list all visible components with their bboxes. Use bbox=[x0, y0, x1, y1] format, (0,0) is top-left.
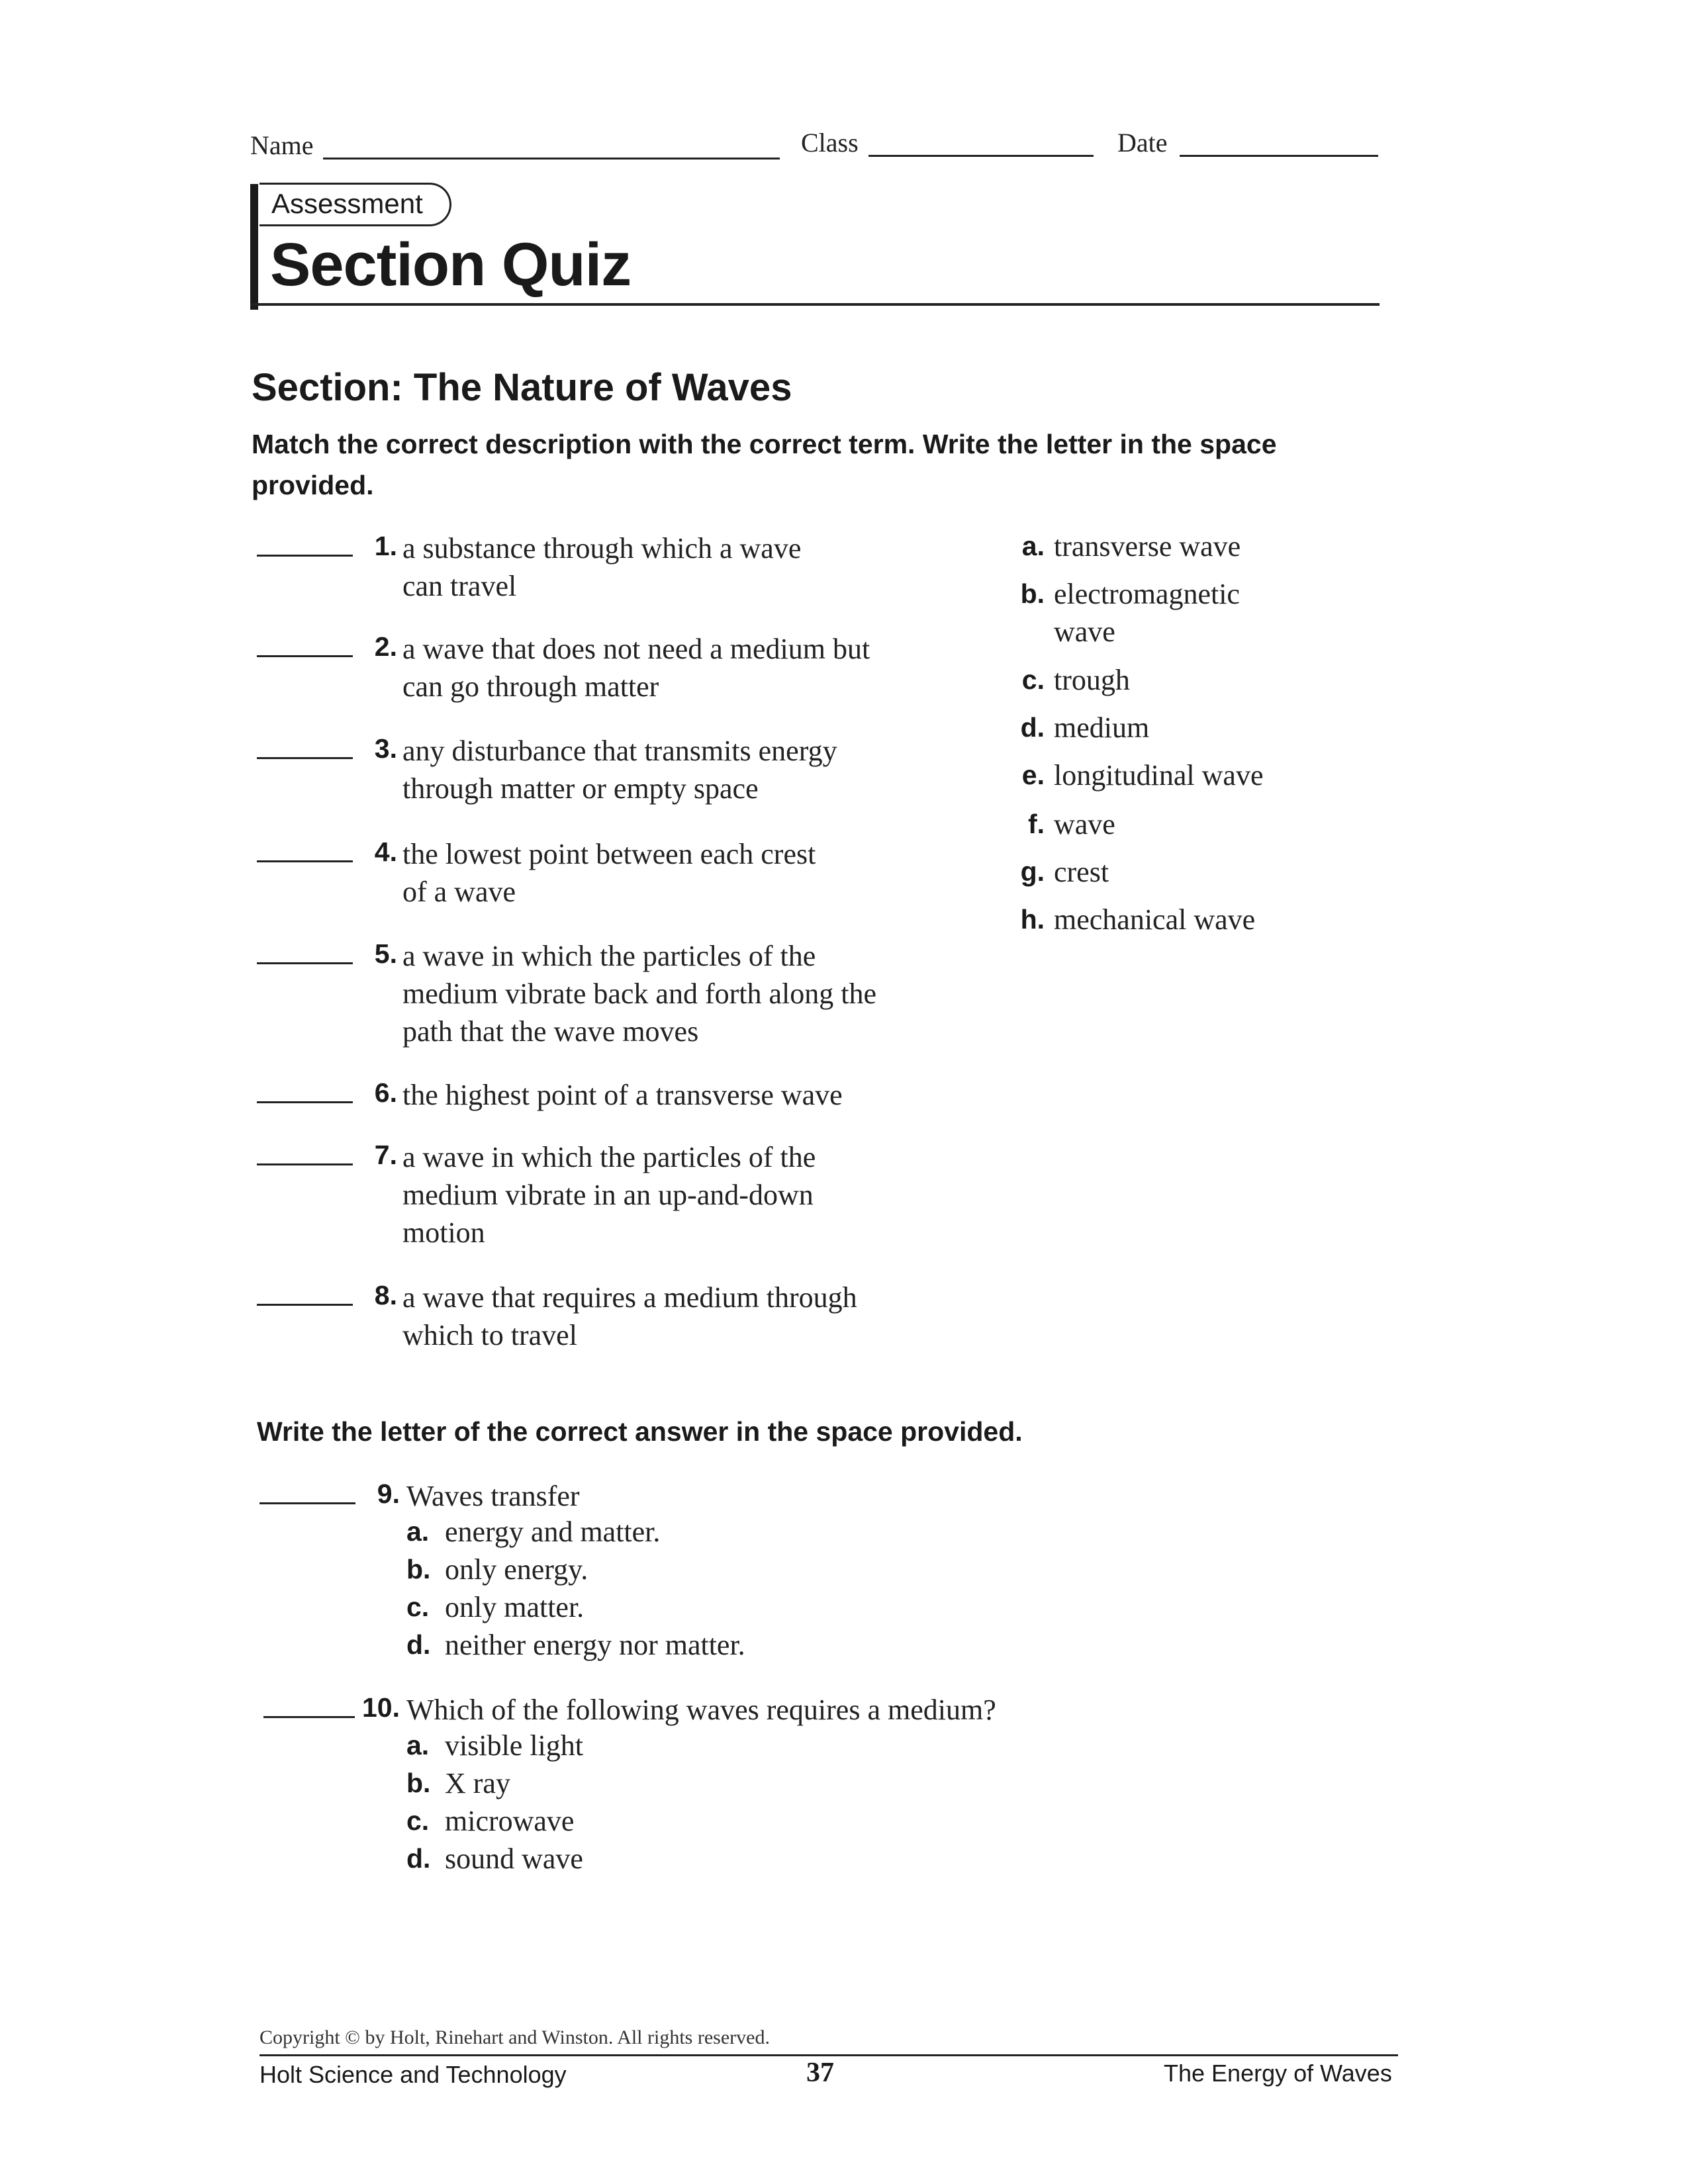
question-text: a wave that does not need a medium but bbox=[402, 633, 870, 665]
title-divider bbox=[250, 303, 1380, 306]
name-field[interactable] bbox=[323, 158, 780, 159]
page-number: 37 bbox=[806, 2058, 834, 2088]
question-number: 2. bbox=[374, 631, 397, 662]
term-letter: g. bbox=[1020, 856, 1045, 887]
term-text: medium bbox=[1054, 711, 1150, 744]
assessment-tab: Assessment bbox=[259, 183, 451, 226]
section-title: Section: The Nature of Waves bbox=[252, 366, 792, 409]
option-letter: c. bbox=[406, 1592, 430, 1622]
assessment-bar bbox=[250, 184, 258, 310]
question-stem: Which of the following waves requires a medium? bbox=[406, 1694, 996, 1726]
question-number: 10. bbox=[362, 1692, 400, 1723]
option-letter: c. bbox=[406, 1805, 430, 1836]
option-text: only matter. bbox=[445, 1591, 585, 1623]
term-letter: c. bbox=[1021, 664, 1045, 695]
page-title: Section Quiz bbox=[270, 231, 632, 298]
option-letter: b. bbox=[406, 1554, 431, 1584]
question-text: a wave in which the particles of the bbox=[402, 1141, 816, 1173]
question-text: medium vibrate in an up-and-down bbox=[402, 1179, 814, 1211]
term-letter: e. bbox=[1021, 760, 1045, 790]
question-number: 7. bbox=[374, 1140, 397, 1170]
question-text: which to travel bbox=[402, 1319, 577, 1351]
question-text: the lowest point between each crest bbox=[402, 838, 816, 870]
date-label: Date bbox=[1117, 128, 1168, 158]
term-text: transverse wave bbox=[1054, 530, 1241, 563]
date-field[interactable] bbox=[1180, 155, 1378, 157]
option-letter: b. bbox=[406, 1768, 431, 1798]
option-text: visible light bbox=[445, 1729, 583, 1762]
name-label: Name bbox=[250, 130, 314, 160]
term-text: wave bbox=[1054, 808, 1115, 841]
question-text: any disturbance that transmits energy bbox=[402, 735, 837, 767]
footer-chapter-title: The Energy of Waves bbox=[1164, 2060, 1392, 2087]
mc-instructions: Write the letter of the correct answer in the space provided. bbox=[257, 1416, 1023, 1447]
question-number: 1. bbox=[374, 531, 397, 561]
question-text: of a wave bbox=[402, 876, 516, 908]
term-text: crest bbox=[1054, 856, 1109, 888]
term-letter: f. bbox=[1027, 809, 1045, 839]
question-text: medium vibrate back and forth along the bbox=[402, 978, 876, 1010]
question-text: a substance through which a wave bbox=[402, 532, 802, 565]
option-letter: a. bbox=[406, 1730, 430, 1760]
question-number: 6. bbox=[374, 1077, 397, 1108]
question-number: 5. bbox=[374, 938, 397, 969]
question-text: can travel bbox=[402, 570, 517, 602]
question-text: can go through matter bbox=[402, 670, 659, 703]
option-text: neither energy nor matter. bbox=[445, 1629, 745, 1661]
term-text: electromagnetic bbox=[1054, 578, 1240, 610]
option-letter: d. bbox=[406, 1843, 431, 1874]
footer-divider bbox=[259, 2054, 1398, 2056]
class-label: Class bbox=[801, 128, 859, 158]
question-number: 9. bbox=[377, 1479, 400, 1509]
footer-book-title: Holt Science and Technology bbox=[259, 2061, 567, 2088]
option-text: energy and matter. bbox=[445, 1516, 661, 1548]
question-number: 4. bbox=[374, 837, 397, 867]
term-text: trough bbox=[1054, 664, 1130, 696]
question-number: 3. bbox=[374, 733, 397, 764]
question-stem: Waves transfer bbox=[406, 1480, 580, 1512]
term-letter: d. bbox=[1020, 712, 1045, 743]
question-text: a wave in which the particles of the bbox=[402, 940, 816, 972]
question-text: through matter or empty space bbox=[402, 772, 759, 805]
option-text: microwave bbox=[445, 1805, 575, 1837]
question-number: 8. bbox=[374, 1280, 397, 1310]
term-letter: b. bbox=[1020, 578, 1045, 609]
matching-instructions-line1: Match the correct description with the correct term. Write the letter in the space bbox=[252, 429, 1277, 459]
term-text: mechanical wave bbox=[1054, 903, 1256, 936]
term-letter: a. bbox=[1021, 531, 1045, 561]
term-text: wave bbox=[1054, 615, 1115, 648]
option-text: sound wave bbox=[445, 1843, 583, 1875]
term-letter: h. bbox=[1020, 904, 1045, 934]
option-text: only energy. bbox=[445, 1553, 588, 1586]
option-letter: d. bbox=[406, 1629, 431, 1660]
question-text: path that the wave moves bbox=[402, 1015, 699, 1048]
class-field[interactable] bbox=[868, 155, 1094, 157]
matching-instructions-line2: provided. bbox=[252, 470, 374, 500]
question-text: the highest point of a transverse wave bbox=[402, 1079, 843, 1111]
option-text: X ray bbox=[445, 1767, 510, 1799]
option-letter: a. bbox=[406, 1516, 430, 1547]
term-text: longitudinal wave bbox=[1054, 759, 1264, 792]
copyright-notice: Copyright © by Holt, Rinehart and Winston. All rights reserved. bbox=[259, 2026, 770, 2048]
question-text: a wave that requires a medium through bbox=[402, 1281, 857, 1314]
question-text: motion bbox=[402, 1216, 485, 1249]
